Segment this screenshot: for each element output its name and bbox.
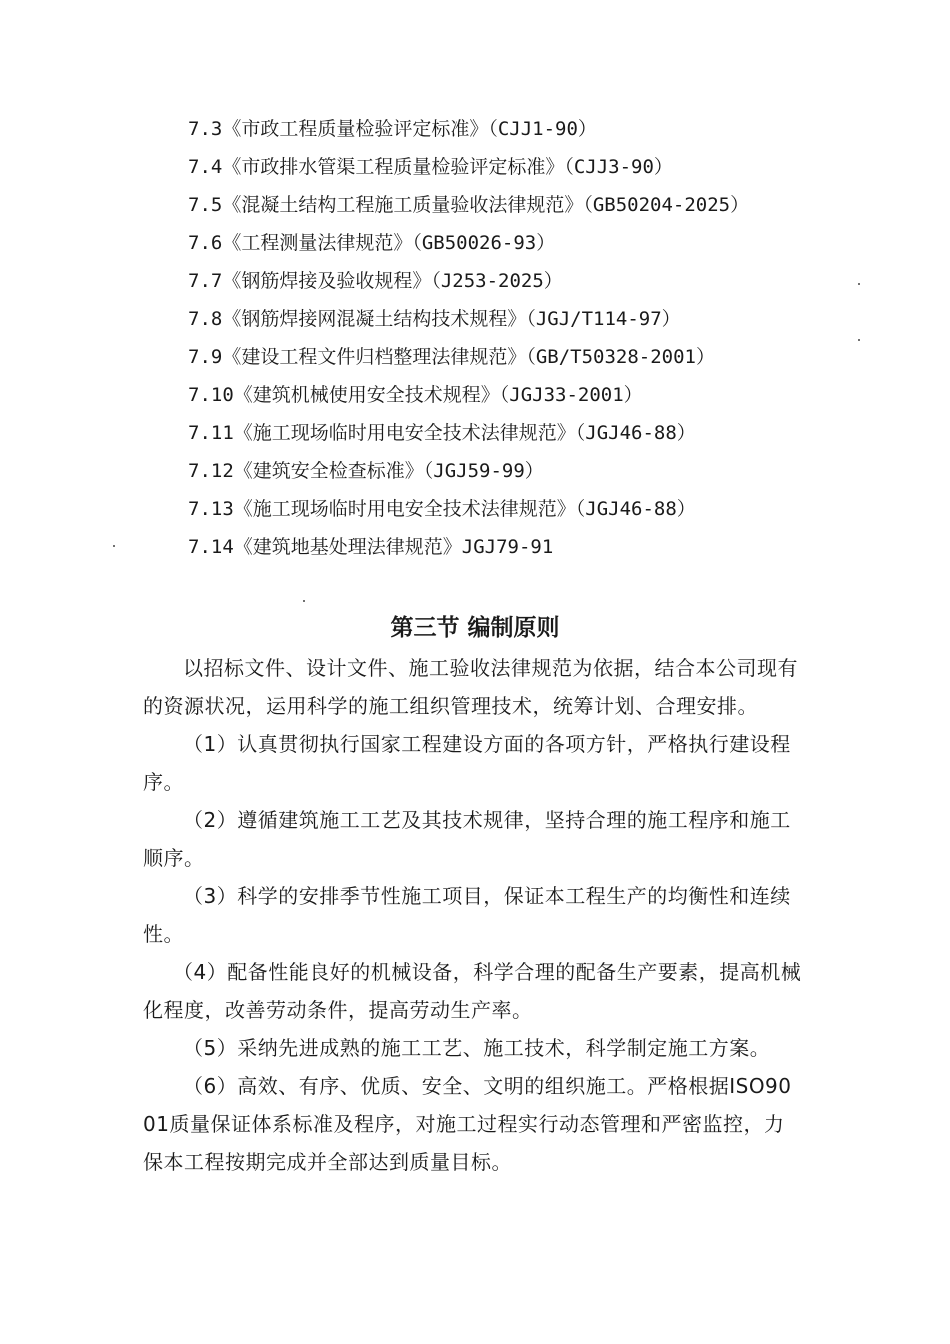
scan-speck: [858, 339, 860, 341]
intro-paragraph: 以招标文件、设计文件、施工验收法律规范为依据，结合本公司现有的资源状况，运用科学的施工组织管理技术，统筹计划、合理安排。: [143, 656, 798, 718]
principle-paragraph: （4）配备性能良好的机械设备，科学合理的配备生产要素，提高机械化程度，改善劳动条件，提高劳动生产率。: [143, 960, 802, 1022]
standard-item: 7.8《钢筋焊接网混凝土结构技术规程》（JGJ/T114-97）: [188, 308, 681, 330]
principle-paragraph: （5）采纳先进成熟的施工工艺、施工技术，科学制定施工方案。: [183, 1036, 771, 1060]
standard-item: 7.9《建设工程文件归档整理法律规范》（GB/T50328-2001）: [188, 346, 715, 368]
principle-paragraph: （3）科学的安排季节性施工项目，保证本工程生产的均衡性和连续性。: [143, 884, 791, 946]
scan-speck: [303, 600, 305, 602]
standard-item: 7.14《建筑地基处理法律规范》JGJ79-91: [188, 536, 554, 558]
standard-item: 7.12《建筑安全检查标准》（JGJ59-99）: [188, 460, 544, 482]
standards-list: [143, 110, 803, 566]
standard-item: 7.6《工程测量法律规范》（GB50026-93）: [188, 232, 556, 254]
standard-item: 7.4《市政排水管渠工程质量检验评定标准》（CJJ3-90）: [188, 156, 673, 178]
principle-paragraph: （6）高效、有序、优质、安全、文明的组织施工。严格根据ISO9001质量保证体系标准及程序，对施工过程实行动态管理和严密监控，力保本工程按期完成并全部达到质量目标。: [143, 1074, 792, 1174]
scan-speck: [113, 545, 115, 547]
standard-item: 7.10《建筑机械使用安全技术规程》（JGJ33-2001）: [188, 384, 643, 406]
section-title: 第三节 编制原则: [390, 615, 560, 641]
standard-item: 7.7《钢筋焊接及验收规程》（J253-2025）: [188, 270, 563, 292]
standard-item: 7.13《施工现场临时用电安全技术法律规范》（JGJ46-88）: [188, 498, 696, 520]
principle-paragraph: （1）认真贯彻执行国家工程建设方面的各项方针，严格执行建设程序。: [143, 732, 791, 794]
standard-item: 7.5《混凝土结构工程施工质量验收法律规范》（GB50204-2025）: [188, 194, 750, 216]
scan-speck: [858, 283, 860, 285]
principle-paragraph: （2）遵循建筑施工工艺及其技术规律，坚持合理的施工程序和施工顺序。: [143, 808, 791, 870]
standard-item: 7.3《市政工程质量检验评定标准》（CJJ1-90）: [188, 118, 597, 140]
standard-item: 7.11《施工现场临时用电安全技术法律规范》（JGJ46-88）: [188, 422, 696, 444]
section-body: [143, 649, 803, 1181]
